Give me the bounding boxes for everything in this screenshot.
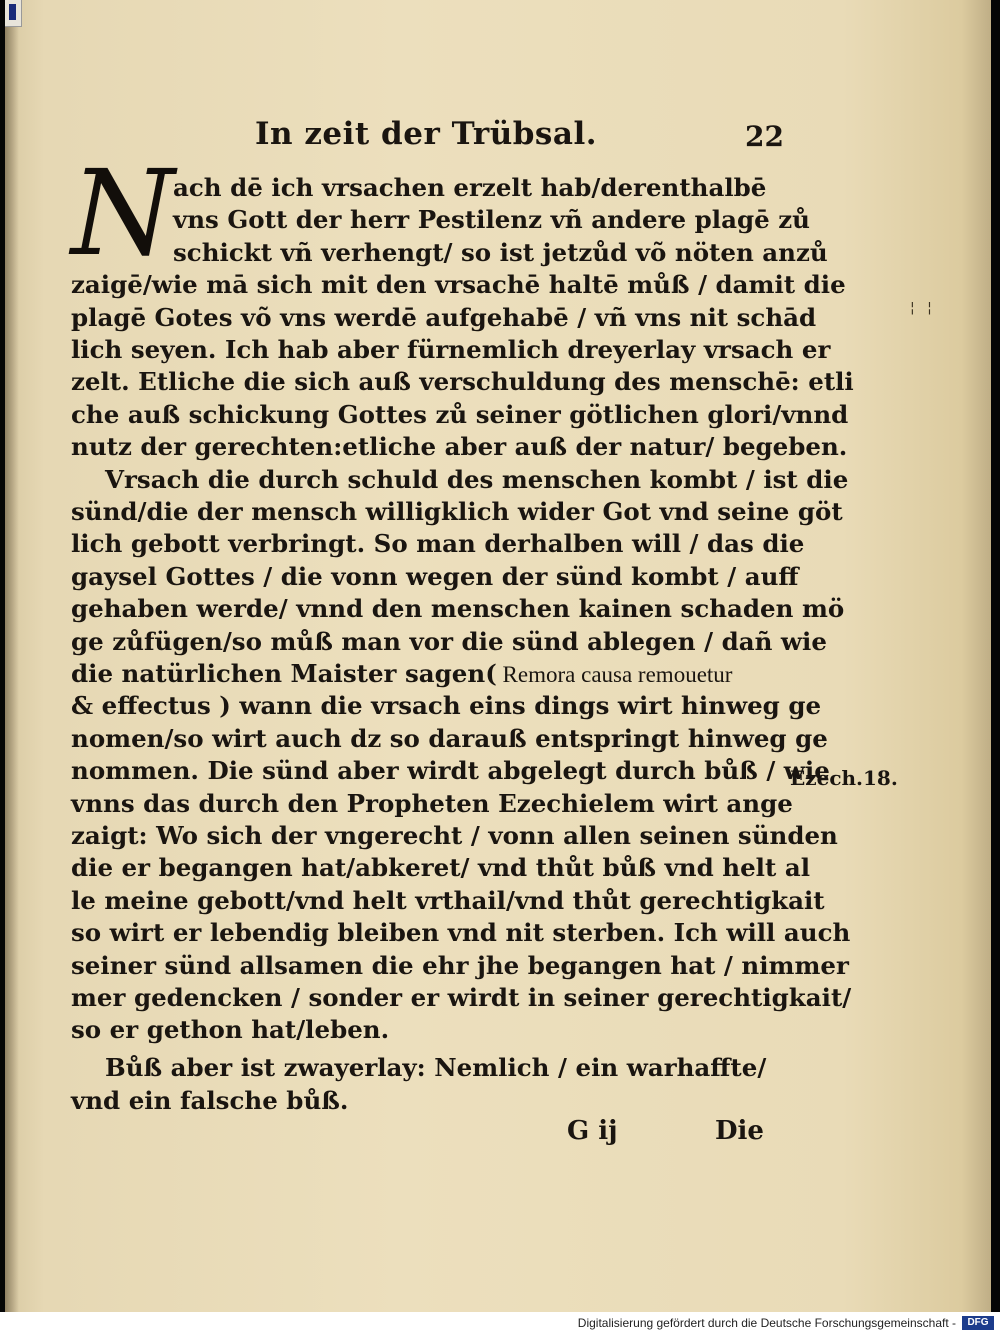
text-line: so wirt er lebendig bleiben vnd nit sterben. Ich will auch (71, 918, 851, 948)
decorated-initial: N (71, 144, 175, 282)
text-line: nutz der gerechten:etliche aber auß der natur/ begeben. (71, 432, 848, 462)
text-line: schickt vñ verhengt/ so ist jetzůd võ nöten anzů (173, 237, 828, 267)
text-line: che auß schickung Gottes zů seiner götlichen glori/vnnd (71, 399, 849, 429)
text-line: lich gebott verbringt. So man derhalben will / das die (71, 529, 805, 559)
text-line: so er gethon hat/leben. (71, 1015, 390, 1045)
text-line: die natürlichen Maister sagen( Remora causa remouetur (71, 659, 733, 688)
text-line: vns Gott der herr Pestilenz vñ andere plagē zů (173, 205, 810, 235)
text-line: seiner sünd allsamen die ehr jhe begangen hat / nimmer (71, 950, 849, 980)
dfg-logo: DFG (962, 1316, 994, 1330)
latin-phrase: Remora causa remouetur (496, 662, 733, 687)
text-line: plagē Gotes võ vns werdē aufgehabē / vñ vns nit schād (71, 302, 817, 332)
text-line: Bůß aber ist zwayerlay: Nemlich / ein warhaffte/ (105, 1053, 767, 1082)
signature-mark: G ij (567, 1116, 618, 1146)
text-line: ach dē ich vrsachen erzelt hab/derenthalbē (173, 173, 767, 202)
text-line: Vrsach die durch schuld des menschen kombt / ist die (105, 464, 849, 494)
text-line: vnd ein falsche bůß. (71, 1086, 349, 1115)
text-line: sünd/die der mensch willigklich wider Got vnd seine göt (71, 497, 843, 526)
text-line: gehaben werde/ vnnd den menschen kainen schaden mö (71, 594, 845, 624)
text-line: nomen/so wirt auch dz so darauß entspringt hinweg ge (71, 723, 828, 753)
text-line: vnns das durch den Propheten Ezechielem wirt ange (71, 788, 793, 818)
footer-bar (0, 1312, 1000, 1334)
text-line: le meine gebott/vnd helt vrthail/vnd thůt gerechtigkait (71, 885, 825, 915)
text-line: zelt. Etliche die sich auß verschuldung des menschē: etli (71, 367, 854, 397)
gutter-shadow (5, 0, 19, 1312)
corner-tab (5, 0, 22, 27)
stray-marks: ¦ ¦ (910, 300, 936, 316)
text-line: lich seyen. Ich hab aber fürnemlich dreyerlay vrsach er (71, 335, 831, 364)
catchword: Die (715, 1116, 764, 1146)
footer-credit: Digitalisierung gefördert durch die Deutsche Forschungsgemeinschaft - (577, 1316, 956, 1330)
text-line: mer gedencken / sonder er wirdt in seiner gerechtigkait/ (71, 983, 852, 1012)
folio-number: 22 (745, 120, 784, 153)
text-line: ge zůfügen/so můß man vor die sünd ablegen / dañ wie (71, 626, 827, 656)
text-line: die er begangen hat/abkeret/ vnd thůt bůß vnd helt al (71, 853, 811, 883)
book-page (5, 0, 991, 1312)
text-line: nommen. Die sünd aber wirdt abgelegt durch bůß / wie (71, 756, 830, 786)
bookmark-marker (9, 4, 16, 20)
running-head: In zeit der Trübsal. (255, 116, 598, 152)
text-line: & effectus ) wann die vrsach eins dings wirt hinweg ge (71, 691, 822, 721)
text-line: zaigē/wie mā sich mit den vrsachē haltē můß / damit die (71, 270, 846, 300)
text-line: gaysel Gottes / die vonn wegen der sünd kombt / auff (71, 561, 799, 591)
text-line: zaigt: Wo sich der vngerecht / vonn allen seinen sünden (71, 821, 838, 850)
marginal-note: Ezech.18. (790, 766, 898, 790)
